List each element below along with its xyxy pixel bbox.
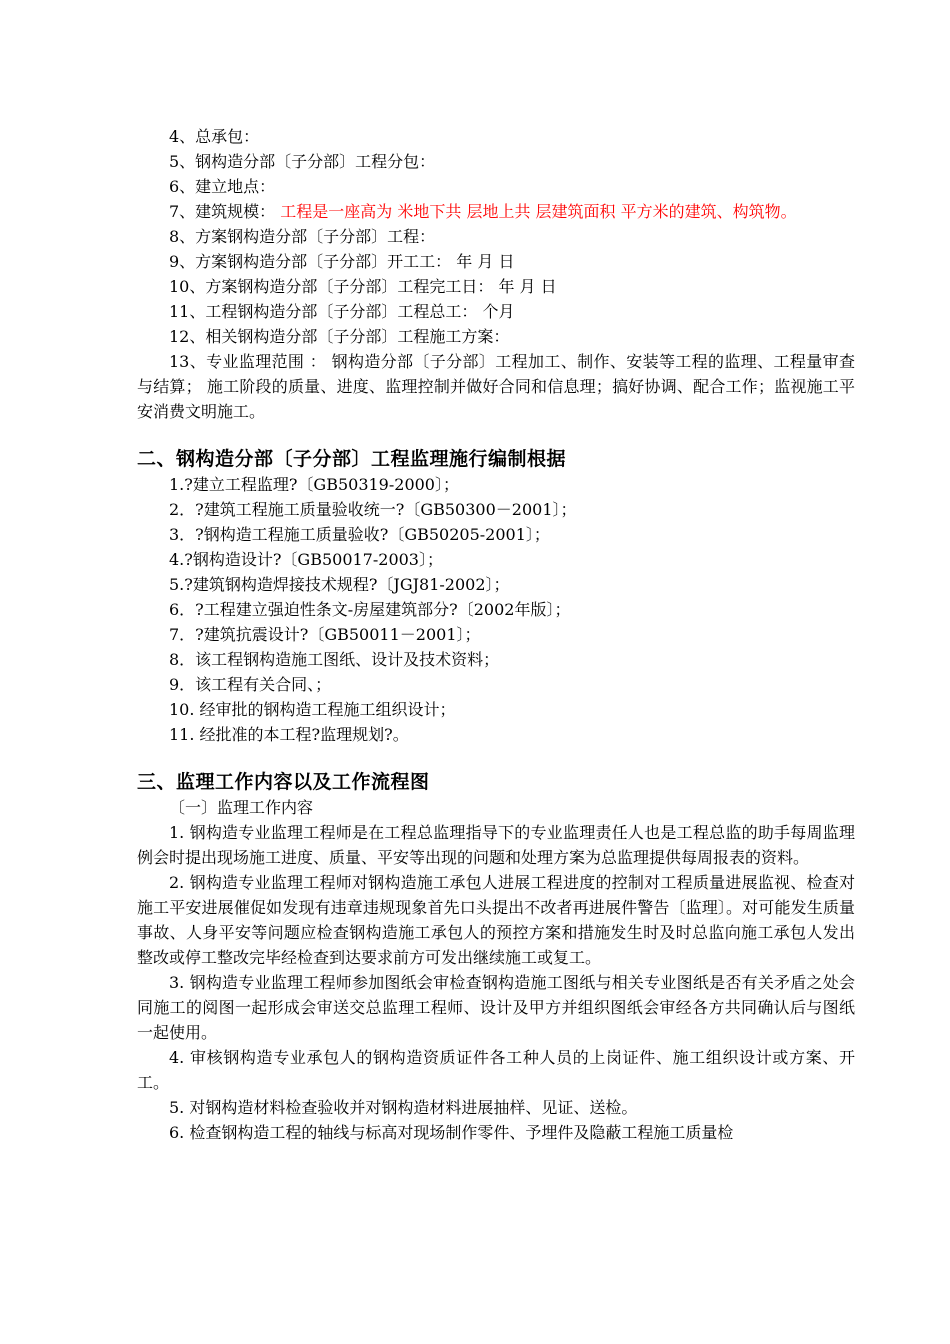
item-end-date: 10、方案钢构造分部〔子分部〕工程完工日： 年 月 日 [169,277,557,296]
building-scale-text: 工程是一座高为 米地下共 层地上共 层建筑面积 平方米的建筑、构筑物。 [275,202,797,221]
building-scale-label: 7、建筑规模： [169,202,276,221]
basis-item: 9．该工程有关合同、； [169,675,332,694]
section2-heading: 二、钢构造分部〔子分部〕工程监理施行编制根据 [137,448,567,470]
work-paragraph: 3. 钢构造专业监理工程师参加图纸会审检查钢构造施工图纸与相关专业图纸是否有关矛盾之处会同施工的阅图一起形成会审送交总监理工程师、设计及甲方并组织图纸会审经各方共同确认后与图纸一起使用。 [137,973,855,1042]
item-building-scale [137,199,855,224]
basis-item: 8．该工程钢构造施工图纸、设计及技术资料； [169,650,500,669]
item-plan-project: 8、方案钢构造分部〔子分部〕工程： [169,227,436,246]
item-site: 6、建立地点： [169,177,276,196]
basis-item: 4.?钢构造设计?〔GB50017-2003〕； [169,550,443,569]
work-paragraph: 4. 审核钢构造专业承包人的钢构造资质证件各工种人员的上岗证件、施工组织设计或方案、开工。 [137,1048,855,1092]
item-supervision-scope: 13、专业监理范围 ： 钢构造分部〔子分部〕工程加工、制作、安装等工程的监理、工程量审查与结算； 施工阶段的质量、进度、监理控制并做好合同和信息理；搞好协调、配合工作；监视施工平安消费文明施工。 [137,352,855,421]
work-paragraph: 2. 钢构造专业监理工程师对钢构造施工承包人进展工程进度的控制对工程质量进展监视、检查对施工平安进展催促如发现有违章违规现象首先口头提出不改者再进展件警告〔监理〕。对可能发生质量事故、人身平安等问题应检查钢构造施工承包人的预控方案和措施发生时及时总监向施工承包人发出整改或停工整改完毕经检查到达要求前方可发出继续施工或复工。 [137,873,855,967]
basis-item: 11. 经批准的本工程?监理规划?。 [169,725,409,744]
basis-item: 6．?工程建立强迫性条文-房屋建筑部分?〔2002年版〕； [169,600,571,619]
document-body [137,124,855,1145]
work-paragraph: 5. 对钢构造材料检查验收并对钢构造材料进展抽样、见证、送检。 [169,1098,638,1117]
item-construction-plan: 12、相关钢构造分部〔子分部〕工程施工方案： [169,327,510,346]
section3-heading: 三、监理工作内容以及工作流程图 [137,771,430,793]
item-general-contractor: 4、总承包： [169,127,260,146]
basis-item: 10. 经审批的钢构造工程施工组织设计； [169,700,456,719]
basis-item: 3．?钢构造工程施工质量验收?〔GB50205-2001〕； [169,525,550,544]
basis-item: 7．?建筑抗震设计?〔GB50011－2001〕； [169,625,481,644]
item-start-date: 9、方案钢构造分部〔子分部〕开工工： 年 月 日 [169,252,515,271]
item-duration: 11、工程钢构造分部〔子分部〕工程总工： 个月 [169,302,515,321]
work-paragraph: 1. 钢构造专业监理工程师是在工程总监理指导下的专业监理责任人也是工程总监的助手每周监理例会时提出现场施工进度、质量、平安等出现的问题和处理方案为总监理提供每周报表的资料。 [137,823,855,867]
basis-item: 5.?建筑钢构造焊接技术规程?〔JGJ81-2002〕； [169,575,510,594]
basis-item: 2．?建筑工程施工质量验收统一?〔GB50300－2001〕； [169,500,577,519]
work-paragraph: 6. 检查钢构造工程的轴线与标高对现场制作零件、予埋件及隐蔽工程施工质量检 [169,1123,734,1142]
section3-subheading: 〔一〕监理工作内容 [169,798,314,817]
basis-item: 1.?建立工程监理?〔GB50319-2000〕； [169,475,459,494]
item-subcontractor: 5、钢构造分部〔子分部〕工程分包： [169,152,436,171]
